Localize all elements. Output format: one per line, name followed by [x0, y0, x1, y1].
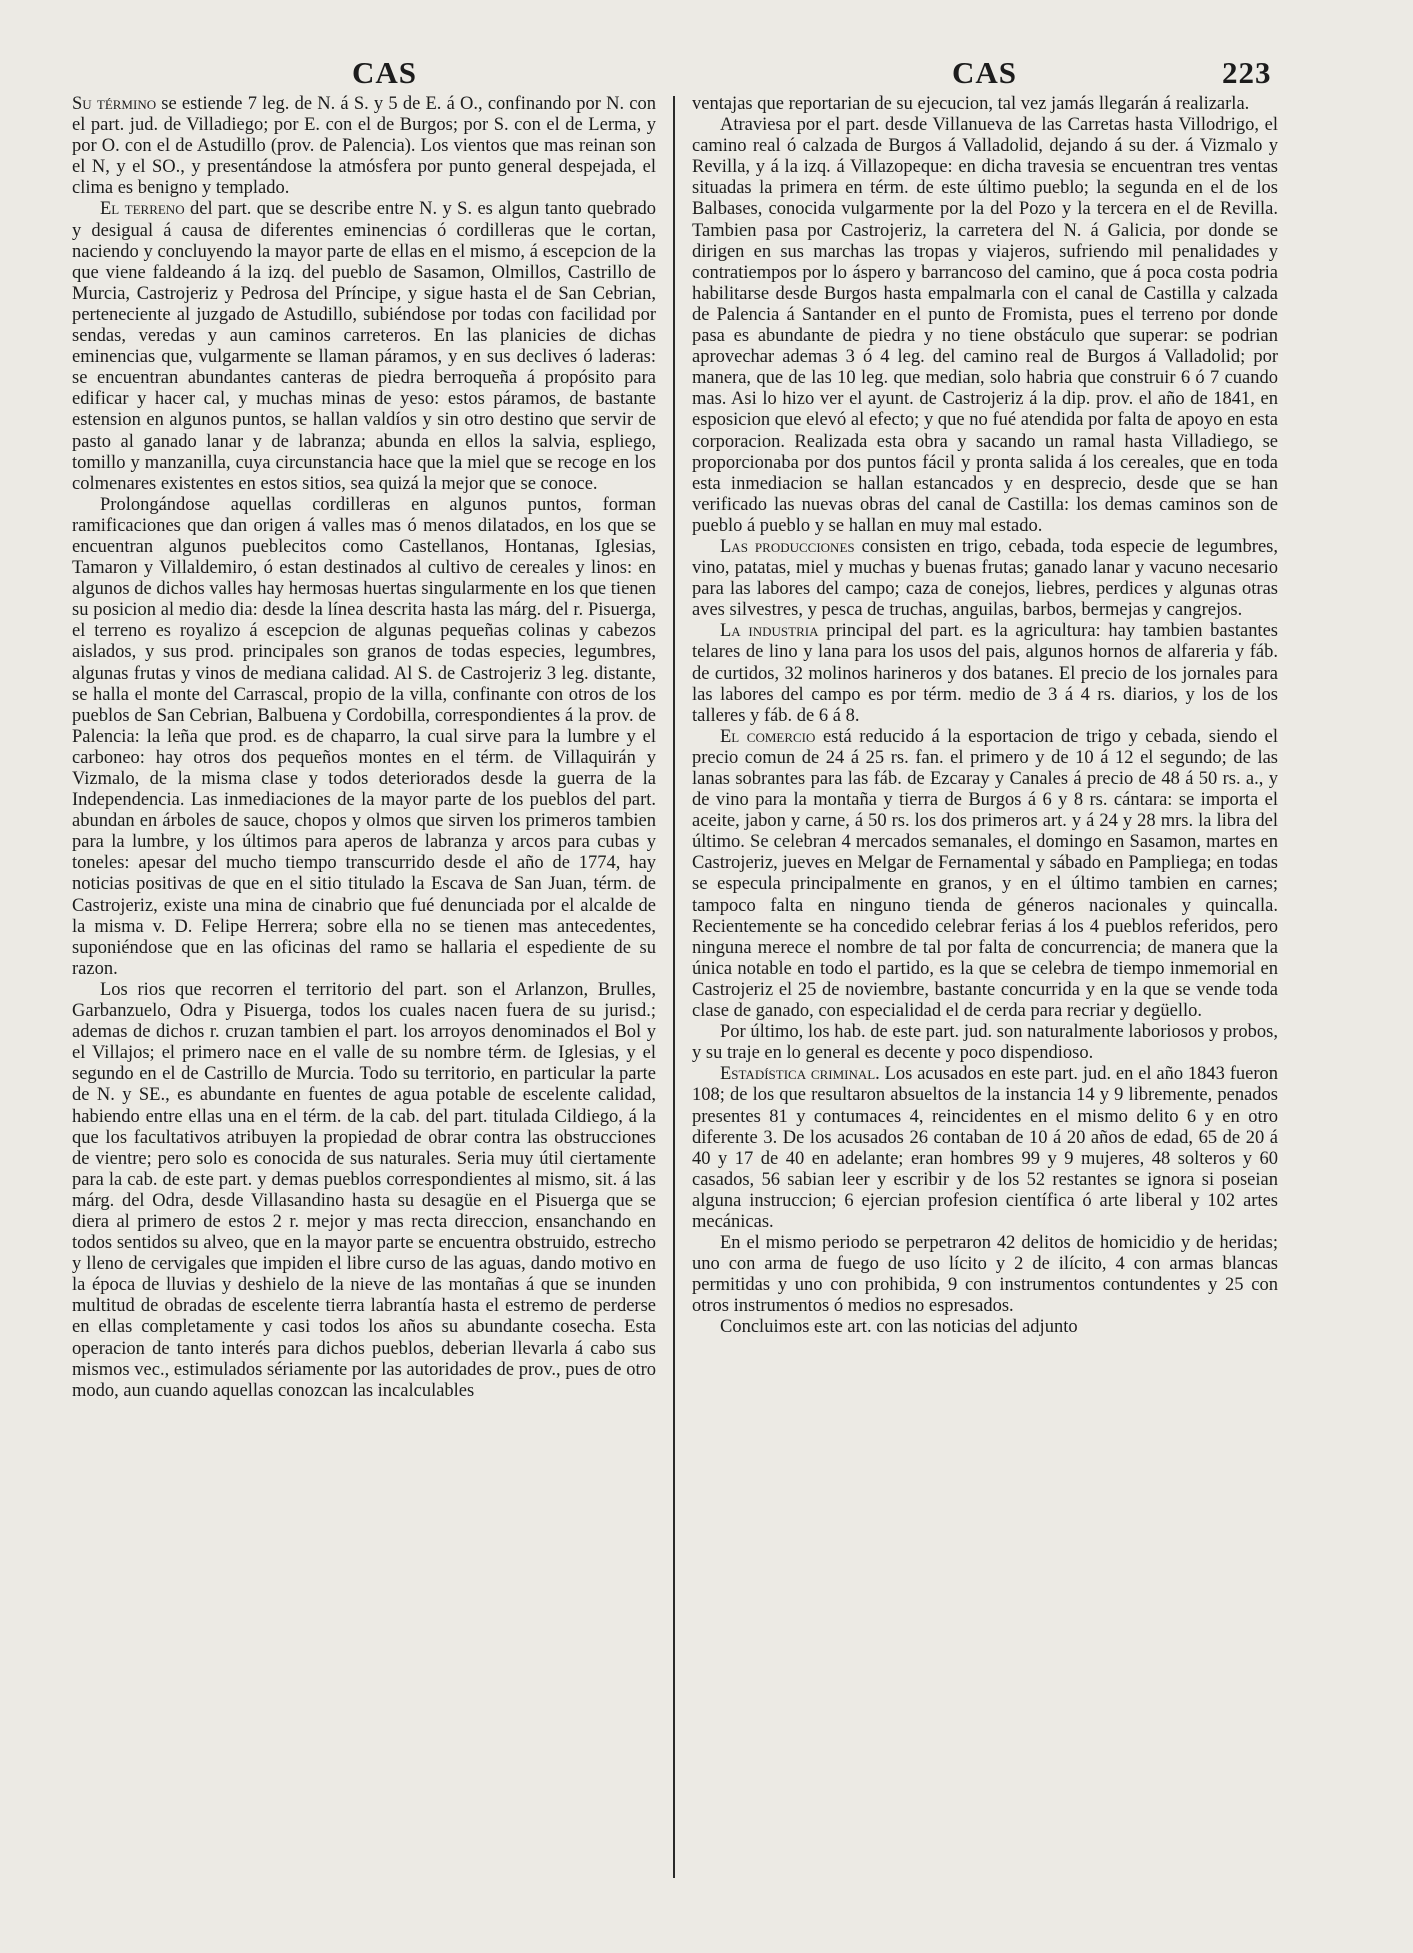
paragraph-delitos: [692, 1233, 1278, 1317]
paragraph-conclusion: [692, 1317, 1278, 1338]
paragraph-lead: Su término: [72, 94, 157, 114]
paragraph-comercio: [692, 727, 1278, 1022]
paragraph-text: se estiende 7 leg. de N. á S. y 5 de E. á O., confinando por N. con el part. jud. de Villadiego; por E. con el de Burgos; por S. con el de Lerma, y por O. con el de Astudillo (prov. de Palencia). Los vientos que mas reinan son el N, y el SO., y presentándose la atmósfera por punto general despejada, el clima es benigno y templado.: [72, 94, 656, 199]
paragraph-habitantes: [692, 1022, 1278, 1064]
paragraph-caminos: [692, 115, 1278, 537]
column-rule: [673, 96, 675, 1878]
running-head-right: CAS: [952, 55, 1018, 90]
paragraph-text: Por último, los hab. de este part. jud. son naturalmente laboriosos y probos, y su traje en lo general es decente y poco dispendioso.: [692, 1022, 1278, 1064]
paragraph-cordilleras: [72, 495, 656, 980]
left-column: [72, 94, 656, 1402]
paragraph-text: Los acusados en este part. jud. en el año 1843 fueron 108; de los que resultaron absueltos de la instancia 14 y 9 libremente, penados presentes 81 y contumaces 4, reincidentes en el mismo delito 6 y en otro diferente 3. De los acusados 26 contaban de 10 á 20 años de edad, 65 de 20 á 40 y 17 de 40 en adelante; eran hombres 99 y 9 mujeres, 48 solteros y 60 casados, 56 sabian leer y escribir y de los 52 restantes se ignora si poseian alguna instruccion; 6 ejercian profesion científica ó arte liberal y 102 artes mecánicas.: [692, 1064, 1278, 1232]
paragraph-rios: [72, 980, 656, 1402]
paragraph-continuation: [692, 94, 1278, 115]
paragraph-industria: [692, 621, 1278, 726]
paragraph-text: En el mismo periodo se perpetraron 42 delitos de homicidio y de heridas; uno con arma de fuego de uso lícito y 2 de ilícito, 4 con armas blancas permitidas y uno con prohibida, 9 con instrumentos contundentes y 25 con otros instrumentos ó medios no espresados.: [692, 1233, 1278, 1317]
paragraph-text: Los rios que recorren el territorio del part. son el Arlanzon, Brulles, Garbanzuelo, Odra y Pisuerga, todos los cuales nacen fuera de su jurisd.; ademas de dichos r. cruzan tambien el part. los arroyos denominados el Bol y el Villajos; el primero nace en el valle de su nombre térm. de Iglesias, y el segundo en el de Castrillo de Murcia. Todo su territorio, en particular la parte de N. y SE., es abundante en fuentes de agua potable de escelente calidad, habiendo entre ellas una en el térm. de la cab. del part. titulada Cildiego, á la que los facultativos atribuyen la propiedad de obrar contra las obstrucciones de vientre; pero solo es conocida de sus naturales. Seria muy útil ciertamente para la cab. de este part. y demas pueblos correspondientes al mismo, sit. á las márg. del Odra, desde Villasandino hasta su desagüe en el Pisuerga que se diera al primero de estos 2 r. mejor y mas recta direccion, ensanchando en todos sentidos su alveo, que en la mayor parte se encuentra obstruido, estrecho y lleno de cervigales que impiden el libre curso de las aguas, dando motivo en la época de lluvias y deshielo de la nieve de las montañas á que se inunden multitud de obradas de escelente tierra labrantía hasta el estremo de perderse en ellas completamente y casi todos los años su abundante cosecha. Esta operacion de tanto interés para dichos pueblos, deberian llevarla á cabo sus mismos vec., estimulados sériamente por las autoridades de prov., pues de otro modo, aun cuando aquellas conozcan las incalculables: [72, 979, 656, 1401]
paragraph-text: Concluimos este art. con las noticias del adjunto: [720, 1317, 1078, 1338]
paragraph-termino: [72, 94, 656, 199]
paragraph-terreno: [72, 199, 656, 494]
paragraph-lead: Las producciones: [720, 536, 855, 557]
right-column: [692, 94, 1278, 1339]
paragraph-text: Prolongándose aquellas cordilleras en algunos puntos, forman ramificaciones que dan origen á valles mas ó menos dilatados, en los que se encuentran algunos pueblecitos como Castellanos, Hontanas, Iglesias, Tamaron y Villaldemiro, ó estan destinados al cultivo de cereales y linos: en algunos de dichos valles hay hermosas huertas singularmente en los que tienen su posicion al medio dia: desde la línea descrita hasta las márg. del r. Pisuerga, el terreno es royalizo á escepcion de algunas pequeñas colinas y cabezos aislados, y sus prod. principales son granos de todas especies, legumbres, algunas frutas y vinos de mediana calidad. Al S. de Castrojeriz 3 leg. distante, se halla el monte del Carrascal, propio de la villa, confinante con otros de los pueblos de San Cebrian, Balbuena y Cordobilla, correspondientes á la prov. de Palencia: la leña que prod. es de chaparro, la cual sirve para la lumbre y el carboneo: hay otros dos pequeños montes en el térm. de Villaquirán y Vizmalo, de la misma clase y todos deteriorados desde la guerra de la Independencia. Las inmediaciones de la mayor parte de los pueblos del part. abundan en árboles de sauce, chopos y olmos que sirven los primeros tambien para la lumbre, y los últimos para aperos de labranza y arcos para cubas y toneles: apesar del mucho tiempo transcurrido desde el año de 1774, hay noticias positivas de que en el sitio titulado la Escava de San Juan, térm. de Castrojeriz, existe una mina de cinabrio que fué denunciada por el alcalde de la misma v. D. Felipe Herrera; sobre ella no se tienen mas antecedentes, suponiéndose que en las oficinas del ramo se hallaria el espediente de su razon.: [72, 494, 656, 979]
paragraph-estadistica: [692, 1064, 1278, 1233]
paragraph-text: Atraviesa por el part. desde Villanueva de las Carretas hasta Villodrigo, el camino real ó calzada de Burgos á Valladolid, dejando á su der. á Vizmalo y Revilla, y á la izq. á Villazopeque: en dicha travesia se encuentran tres ventas situadas la primera en térm. de este último pueblo; la segunda en el de los Balbases, conocida vulgarmente por la del Pozo y la tercera en el de Revilla. Tambien pasa por Castrojeriz, la carretera del N. á Galicia, por donde se dirigen en sus marchas las tropas y viajeros, sufriendo mil penalidades y contratiempos por lo áspero y barrancoso del camino, que á poca costa podria habilitarse desde Burgos hasta empalmarla con el canal de Castilla y calzada de Palencia á Santander en el punto de Fromista, pues el terreno por donde pasa es abundante de piedra y no tiene obstáculo que superar: se podrian aprovechar ademas 3 ó 4 leg. del camino real de Burgos á Valladolid; por manera, que de las 10 leg. que median, solo habria que construir 6 ó 7 cuando mas. Asi lo hizo ver el ayunt. de Castrojeriz á la dip. prov. el año de 1841, en esposicion que elevó al efecto; y que no fué atendida por falta de apoyo en esta corporacion. Realizada esta obra y sacando un ramal hasta Villadiego, se proporcionaba por dos puntos fácil y pronta salida á los cereales, que en toda esta inmediacion se hallan estancados y en desprecio, desde que se han verificado las nuevas obras del canal de Castilla: los demas caminos son de pueblo á pueblo y se hallan en muy mal estado.: [692, 115, 1278, 536]
running-head-left: CAS: [352, 55, 418, 90]
paragraph-producciones: [692, 537, 1278, 621]
paragraph-lead: El terreno: [100, 199, 185, 220]
paragraph-text: está reducido á la esportacion de trigo y cebada, siendo el precio comun de 24 á 25 rs. fan. el primero y de 10 á 12 el segundo; de las lanas sobrantes para las fáb. de Ezcaray y Canales á precio de 48 á 50 rs. a., y de vino para la montaña y tierra de Burgos á 6 y 8 rs. cántara: se importa el aceite, jabon y carne, á 50 rs. los dos primeros art. y á 24 y 28 mrs. la libra del último. Se celebran 4 mercados semanales, el domingo en Sasamon, martes en Castrojeriz, jueves en Melgar de Fernamental y sábado en Pampliega; en todas se especula principalmente en granos, y en el último tambien en carnes; tampoco falta en ninguno tienda de géneros nacionales y quincalla. Recientemente se ha concedido celebrar ferias á los 4 pueblos referidos, pero ninguna merece el nombre de tal por falta de concurrencia; de manera que la única notable en todo el partido, es la que se celebra de tiempo inmemorial en Castrojeriz el 25 de noviembre, bastante concurrida y en la que se vende toda clase de ganado, con especialidad el de cerda para recriar y degüello.: [692, 726, 1278, 1022]
paragraph-text: consisten en trigo, cebada, toda especie de legumbres, vino, patatas, miel y muchas y buenas frutas; ganado lanar y vacuno necesario para las labores del campo; caza de conejos, liebres, perdices y algunas otras aves silvestres, y pesca de truchas, anguilas, barbos, bermejas y cangrejos.: [692, 536, 1279, 621]
paragraph-text: principal del part. es la agricultura: hay tambien bastantes telares de lino y lana para los usos del pais, algunos hornos de alfareria y fáb. de curtidos, 32 molinos harineros y dos batanes. El precio de los jornales para las labores del campo es por térm. medio de 3 á 4 rs. diarios, y los de los talleres y fáb. de 6 á 8.: [692, 621, 1278, 726]
paragraph-lead: Estadística criminal.: [720, 1064, 880, 1085]
paragraph-text: del part. que se describe entre N. y S. es algun tanto quebrado y desigual á causa de diferentes eminencias ó cordilleras que le cortan, naciendo y concluyendo la mayor parte de ellas en el mismo, á escepcion de la que viene faldeando á la izq. del pueblo de Sasamon, Olmillos, Castrillo de Murcia, Castrojeriz y Pedrosa del Príncipe, y sigue hasta el de San Cebrian, perteneciente al juzgado de Astudillo, subiéndose por todas con facilidad por sendas, veredas y aun caminos carreteros. En las planicies de dichas eminencias que, vulgarmente se llaman páramos, y en sus declives ó laderas: se encuentran abundantes canteras de piedra berroqueña á propósito para edificar y hacer cal, y muchas minas de yeso: estos páramos, de bastante estension en algunos puntos, se hallan valdíos y sin otro destino que servir de pasto al ganado lanar y de labranza; abunda en ellos la salvia, espliego, tomillo y manzanilla, cuya circunstancia hace que la miel que se recoge en los colmenares existentes en estos sitios, sea quizá la mejor que se conoce.: [72, 199, 657, 494]
paragraph-text: ventajas que reportarian de su ejecucion, tal vez jamás llegarán á realizarla.: [692, 94, 1250, 114]
paragraph-lead: La industria: [720, 621, 819, 642]
paragraph-lead: El comercio: [720, 726, 816, 747]
page-number: 223: [1222, 55, 1272, 90]
